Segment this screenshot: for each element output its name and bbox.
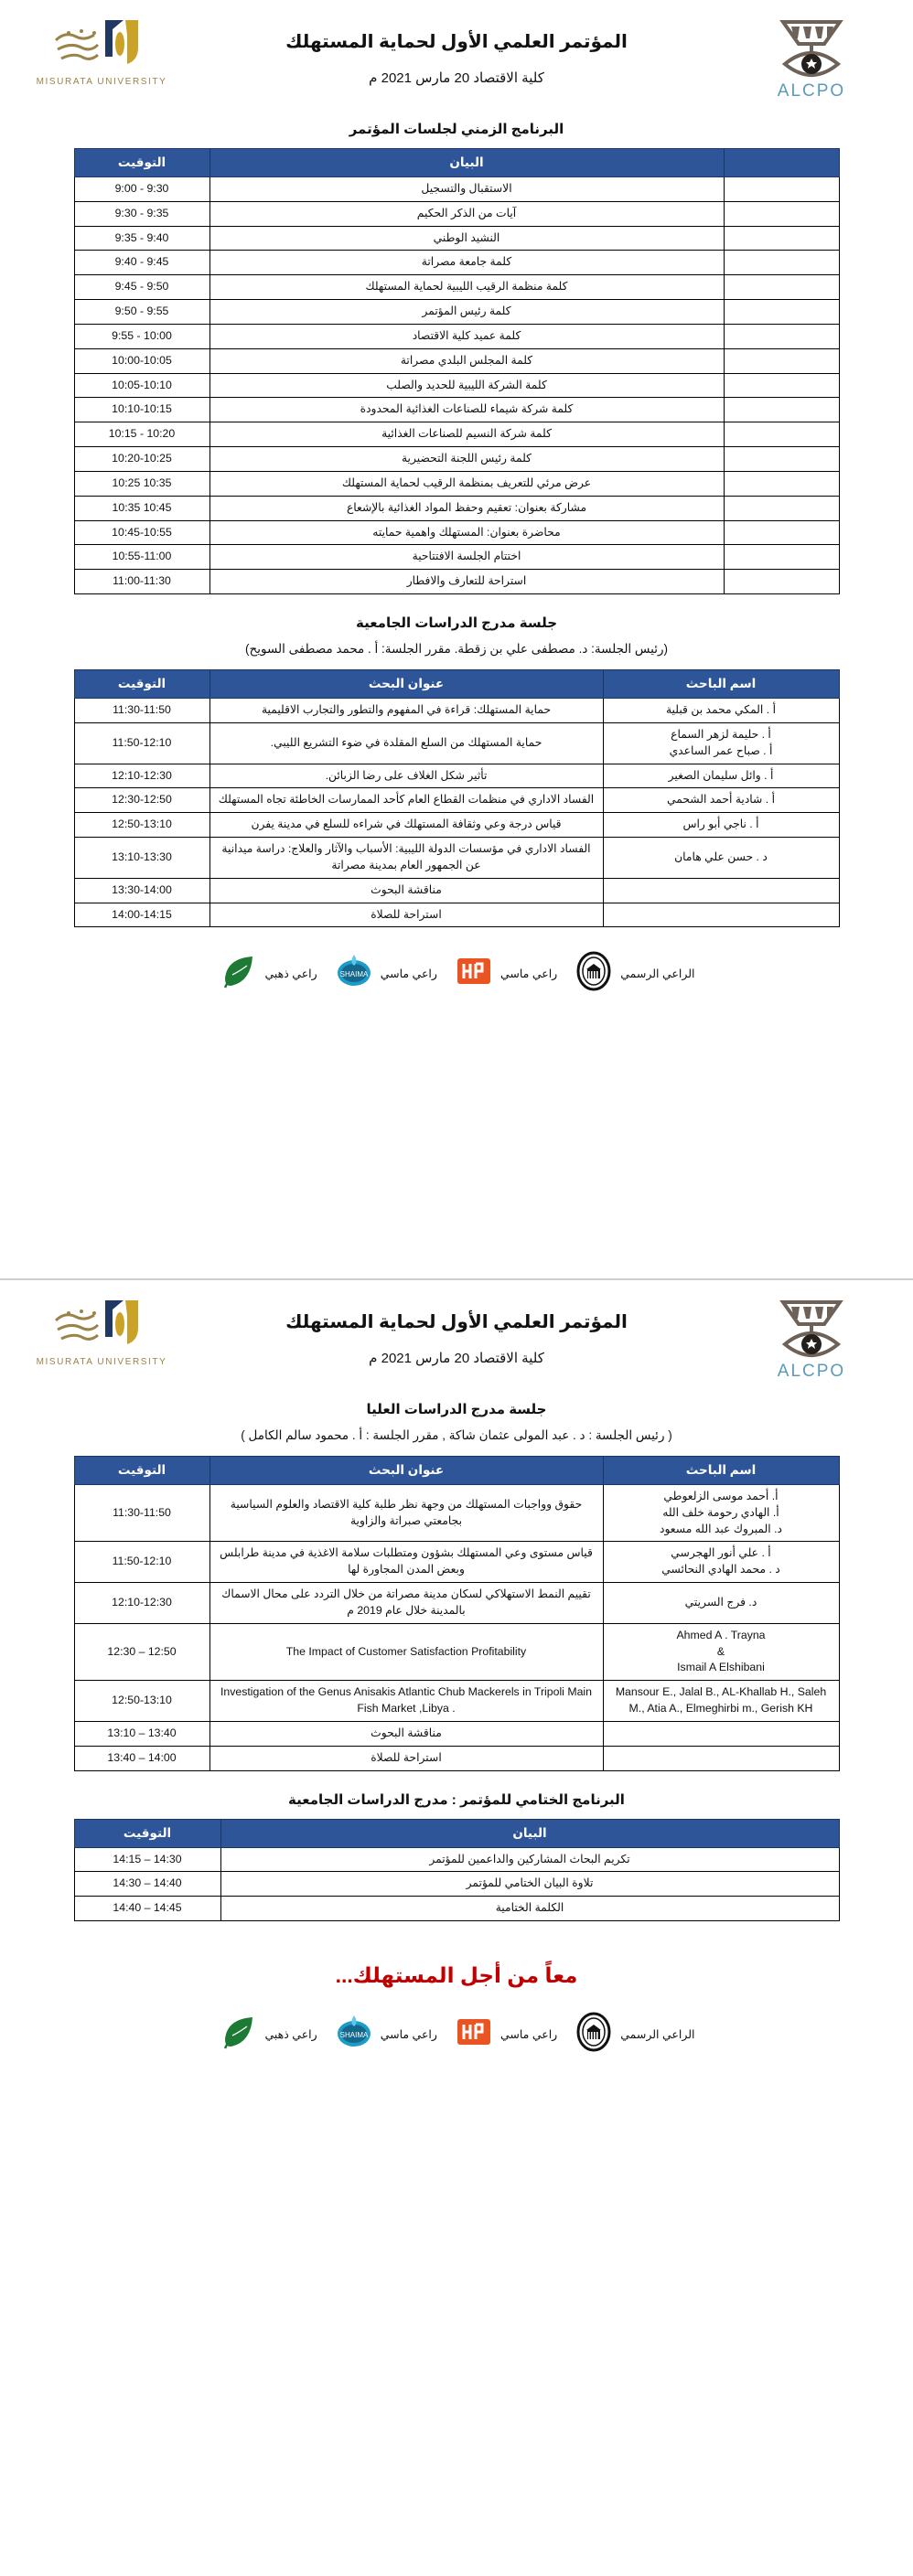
column-header-time: التوقيت — [74, 149, 209, 177]
cell-author — [603, 903, 839, 927]
sponsor-label: راعي ذهبي — [264, 2028, 317, 2042]
cell-blank — [724, 251, 839, 275]
cell-time: 11:30-11:50 — [74, 1485, 209, 1542]
session-3-chair: ( رئيس الجلسة : د . عبد المولى عثمان شاكة , مقرر الجلسة : أ . محمود سالم الكامل ) — [241, 1428, 672, 1442]
cell-time: 13:10 – 13:40 — [74, 1721, 209, 1746]
cell-time: 14:15 – 14:30 — [74, 1847, 220, 1872]
cell-time: 12:30-12:50 — [74, 788, 209, 813]
cell-title: قياس درجة وعي وثقافة المستهلك في شراءه للسلع في مدينة يفرن — [209, 813, 603, 838]
cell-time: 12:50-13:10 — [74, 1681, 209, 1722]
cell-title: Investigation of the Genus Anisakis Atlantic Chub Mackerels in Tripoli Main Fish Market ,Libya . — [209, 1681, 603, 1722]
cell-author: أ . المكي محمد بن قبلية — [603, 699, 839, 723]
cell-time: 12:50-13:10 — [74, 813, 209, 838]
cell-time: 10:55-11:00 — [74, 545, 209, 570]
program-section-title: البرنامج الزمني لجلسات المؤتمر — [349, 122, 564, 137]
table-row — [74, 1583, 839, 1624]
table-header-row — [74, 1819, 839, 1847]
cell-title: The Impact of Customer Satisfaction Profitability — [209, 1623, 603, 1680]
table-row — [74, 722, 839, 764]
cell-time: 10:25 10:35 — [74, 471, 209, 496]
column-header-item: البيان — [220, 1819, 839, 1847]
column-header-blank — [724, 149, 839, 177]
alcpo-eye-icon — [776, 16, 847, 80]
cell-time: 10:05-10:10 — [74, 373, 209, 398]
alnaseem-logo — [218, 2012, 258, 2052]
page-1 — [0, 0, 913, 1278]
cell-author — [603, 1746, 839, 1770]
cell-time: 12:10-12:30 — [74, 1583, 209, 1624]
cell-author: أ . علي أنور الهجرسي د . محمد الهادي النحائسي — [603, 1542, 839, 1583]
cell-time: 14:00-14:15 — [74, 903, 209, 927]
cell-title: مناقشة البحوث — [209, 878, 603, 903]
sponsor-label: راعي ذهبي — [264, 967, 317, 981]
closing-body — [74, 1847, 839, 1920]
table-row — [74, 699, 839, 723]
cell-time: 9:35 - 9:40 — [74, 226, 209, 251]
closing-program-table — [74, 1819, 840, 1921]
cell-author: أ . شادية أحمد الشحمي — [603, 788, 839, 813]
cell-author: أ . وائل سليمان الصغير — [603, 764, 839, 788]
sponsor-item — [218, 2012, 317, 2057]
cell-time: 11:00-11:30 — [74, 570, 209, 594]
cell-title: حماية المستهلك من السلع المقلدة في ضوء التشريع الليبي. — [209, 722, 603, 764]
column-header-title: عنوان البحث — [209, 1457, 603, 1485]
cell-time: 9:50 - 9:55 — [74, 300, 209, 325]
table-row — [74, 764, 839, 788]
cell-author: Mansour E., Jalal B., AL-Khallab H., Saleh M., Atia A., Elmeghirbi m., Gerish KH — [603, 1681, 839, 1722]
cell-time: 9:55 - 10:00 — [74, 324, 209, 348]
cell-item: كلمة شركة النسيم للصناعات الغذائية — [209, 422, 724, 447]
session-3-body — [74, 1485, 839, 1771]
cell-item: كلمة منظمة الرقيب الليبية لحماية المستهلك — [209, 275, 724, 300]
svg-text:SHAIMA: SHAIMA — [339, 970, 369, 979]
lisco-logo — [454, 951, 494, 996]
misurata-crest-icon — [50, 1297, 153, 1355]
session-2-title: جلسة مدرج الدراسات الجامعية — [355, 615, 558, 632]
sponsor-item — [334, 951, 437, 996]
table-row — [74, 422, 839, 447]
cell-time: 10:35 10:45 — [74, 496, 209, 520]
table-row — [74, 1897, 839, 1921]
cell-blank — [724, 570, 839, 594]
table-row — [74, 324, 839, 348]
cell-time: 9:30 - 9:35 — [74, 201, 209, 226]
document-header — [0, 1297, 913, 1381]
misurata-municipality-logo — [574, 2012, 614, 2057]
table-row — [74, 251, 839, 275]
cell-author: أ. أحمد موسى الزلعوطي أ. الهادي رحومة خلف الله د. المبروك عبد الله مسعود — [603, 1485, 839, 1542]
cell-title: تقييم النمط الاستهلاكي لسكان مدينة مصراتة من خلال التردد على محال الاسماك بالمدينة خلال عام 2019 م — [209, 1583, 603, 1624]
cell-blank — [724, 177, 839, 202]
misurata-wordmark: MISURATA UNIVERSITY — [36, 77, 167, 87]
table-row — [74, 275, 839, 300]
cell-title: قياس مستوى وعي المستهلك بشؤون ومتطلبات سلامة الاغذية في مدينة طرابلس وبعض المدن المجاورة لها — [209, 1542, 603, 1583]
table-row — [74, 545, 839, 570]
cell-title: الفساد الاداري في منظمات القطاع العام كأحد الممارسات الخاطئة تجاه المستهلك — [209, 788, 603, 813]
cell-item: استراحة للتعارف والافطار — [209, 570, 724, 594]
sponsor-item — [574, 2012, 694, 2057]
table-row — [74, 788, 839, 813]
sponsor-label: راعي ماسي — [499, 2028, 558, 2042]
table-row — [74, 398, 839, 422]
cell-author: أ . ناجي أبو راس — [603, 813, 839, 838]
table-row — [74, 1721, 839, 1746]
cell-item: كلمة الشركة الليبية للحديد والصلب — [209, 373, 724, 398]
conference-title: المؤتمر العلمي الأول لحماية المستهلك — [285, 32, 628, 52]
cell-blank — [724, 275, 839, 300]
cell-time: 12:30 – 12:50 — [74, 1623, 209, 1680]
cell-blank — [724, 324, 839, 348]
cell-time: 10:45-10:55 — [74, 520, 209, 545]
conference-subtitle: كلية الاقتصاد 20 مارس 2021 م — [369, 70, 544, 86]
cell-item: كلمة المجلس البلدي مصراتة — [209, 348, 724, 373]
misurata-university-logo — [33, 1297, 170, 1367]
cell-time: 11:50-12:10 — [74, 722, 209, 764]
cell-blank — [724, 422, 839, 447]
session-3-title: جلسة مدرج الدراسات العليا — [366, 1402, 547, 1417]
conference-subtitle: كلية الاقتصاد 20 مارس 2021 م — [369, 1351, 544, 1366]
sponsor-item — [454, 951, 557, 996]
cell-blank — [724, 398, 839, 422]
table-row — [74, 878, 839, 903]
sponsor-item — [334, 2012, 437, 2057]
cell-item: كلمة رئيس المؤتمر — [209, 300, 724, 325]
misurata-municipality-logo — [574, 951, 614, 991]
misurata-crest-icon — [50, 16, 153, 75]
sponsor-item — [454, 2012, 557, 2057]
table-row — [74, 570, 839, 594]
cell-author: أ . حليمة لزهر السماع أ . صباح عمر الساعدي — [603, 722, 839, 764]
table-row — [74, 471, 839, 496]
table-header-row — [74, 670, 839, 699]
cell-blank — [724, 373, 839, 398]
column-header-time: التوقيت — [74, 1819, 220, 1847]
cell-blank — [724, 520, 839, 545]
table-row — [74, 520, 839, 545]
table-row — [74, 1542, 839, 1583]
sponsors-row-page-2 — [0, 2012, 913, 2057]
shaima-logo — [334, 951, 374, 991]
sponsors-row-page-1 — [0, 951, 913, 996]
table-row — [74, 300, 839, 325]
misurata-municipality-logo — [574, 2012, 614, 2052]
header-text-block — [170, 1297, 743, 1366]
column-header-time: التوقيت — [74, 1457, 209, 1485]
cell-item: تكريم البحاث المشاركين والداعمين للمؤتمر — [220, 1847, 839, 1872]
cell-item: كلمة شركة شيماء للصناعات الغذائية المحدودة — [209, 398, 724, 422]
cell-time: 10:00-10:05 — [74, 348, 209, 373]
svg-text:SHAIMA: SHAIMA — [339, 2031, 369, 2040]
cell-title: حماية المستهلك: قراءة في المفهوم والتطور والتجارب الاقليمية — [209, 699, 603, 723]
alcpo-logo — [743, 16, 880, 102]
alnaseem-logo — [218, 951, 258, 991]
cell-author — [603, 878, 839, 903]
alcpo-logo — [743, 1297, 880, 1382]
cell-item: كلمة جامعة مصراتة — [209, 251, 724, 275]
table-row — [74, 1872, 839, 1897]
table-row — [74, 838, 839, 879]
cell-blank — [724, 300, 839, 325]
cell-time: 14:40 – 14:45 — [74, 1897, 220, 1921]
cell-time: 9:45 - 9:50 — [74, 275, 209, 300]
table-row — [74, 903, 839, 927]
cell-time: 11:30-11:50 — [74, 699, 209, 723]
cell-item: تلاوة البيان الختامي للمؤتمر — [220, 1872, 839, 1897]
closing-program-title: البرنامج الختامي للمؤتمر : مدرج الدراسات الجامعية — [288, 1791, 625, 1808]
cell-item: آيات من الذكر الحكيم — [209, 201, 724, 226]
cell-blank — [724, 348, 839, 373]
table-row — [74, 1847, 839, 1872]
alcpo-wordmark: ALCPO — [777, 81, 846, 101]
cell-author: Ahmed A . Trayna & Ismail A Elshibani — [603, 1623, 839, 1680]
cell-title: مناقشة البحوث — [209, 1721, 603, 1746]
closing-slogan: معاً من أجل المستهلك... — [335, 1963, 578, 1988]
shaima-logo — [334, 2012, 374, 2052]
session-2-papers-table — [74, 669, 840, 927]
cell-time: 14:30 – 14:40 — [74, 1872, 220, 1897]
table-row — [74, 348, 839, 373]
sponsor-label: راعي ماسي — [380, 967, 437, 981]
cell-author — [603, 1721, 839, 1746]
sponsor-label: الراعي الرسمي — [620, 967, 695, 981]
cell-blank — [724, 496, 839, 520]
lisco-logo — [454, 951, 494, 991]
alnaseem-logo — [218, 951, 258, 996]
table-row — [74, 1681, 839, 1722]
cell-author: د. فرج السريتي — [603, 1583, 839, 1624]
column-header-title: عنوان البحث — [209, 670, 603, 699]
sponsor-label: راعي ماسي — [380, 2028, 437, 2042]
table-row — [74, 373, 839, 398]
cell-blank — [724, 471, 839, 496]
cell-item: مشاركة بعنوان: تعقيم وحفظ المواد الغذائية بالإشعاع — [209, 496, 724, 520]
table-row — [74, 226, 839, 251]
column-header-time: التوقيت — [74, 670, 209, 699]
misurata-wordmark: MISURATA UNIVERSITY — [36, 1357, 167, 1367]
table-row — [74, 1623, 839, 1680]
session-2-body — [74, 699, 839, 927]
sponsor-label: الراعي الرسمي — [620, 2028, 695, 2042]
cell-item: اختتام الجلسة الافتتاحية — [209, 545, 724, 570]
conference-title: المؤتمر العلمي الأول لحماية المستهلك — [285, 1312, 628, 1332]
column-header-author: اسم الباحث — [603, 670, 839, 699]
table-row — [74, 1746, 839, 1770]
table-header-row — [74, 1457, 839, 1485]
cell-title: تأثير شكل الغلاف على رضا الزبائن. — [209, 764, 603, 788]
column-header-item: البيان — [209, 149, 724, 177]
cell-item: الاستقبال والتسجيل — [209, 177, 724, 202]
sponsor-item — [574, 951, 694, 996]
page-2 — [0, 1278, 913, 2576]
cell-item: عرض مرئي للتعريف بمنظمة الرقيب لحماية المستهلك — [209, 471, 724, 496]
cell-item: كلمة رئيس اللجنة التحضيرية — [209, 447, 724, 472]
cell-time: 13:40 – 14:00 — [74, 1746, 209, 1770]
lisco-logo — [454, 2012, 494, 2052]
table-row — [74, 447, 839, 472]
cell-time: 12:10-12:30 — [74, 764, 209, 788]
sponsor-label: راعي ماسي — [499, 967, 558, 981]
cell-time: 13:30-14:00 — [74, 878, 209, 903]
cell-blank — [724, 447, 839, 472]
header-text-block — [170, 16, 743, 86]
session-2-chair: (رئيس الجلسة: د. مصطفى علي بن زقطة. مقرر الجلسة: أ . محمد مصطفى السويح) — [245, 642, 668, 657]
document-header — [0, 16, 913, 101]
table-row — [74, 177, 839, 202]
misurata-university-logo — [33, 16, 170, 87]
cell-blank — [724, 201, 839, 226]
misurata-municipality-logo — [574, 951, 614, 996]
column-header-author: اسم الباحث — [603, 1457, 839, 1485]
lisco-logo — [454, 2012, 494, 2057]
alcpo-wordmark: ALCPO — [777, 1362, 846, 1381]
cell-time: 9:00 - 9:30 — [74, 177, 209, 202]
alnaseem-logo — [218, 2012, 258, 2057]
cell-item: النشيد الوطني — [209, 226, 724, 251]
cell-item: محاضرة بعنوان: المستهلك واهمية حمايته — [209, 520, 724, 545]
cell-time: 11:50-12:10 — [74, 1542, 209, 1583]
table-row — [74, 201, 839, 226]
table-row — [74, 813, 839, 838]
cell-title: استراحة للصلاة — [209, 903, 603, 927]
cell-title: استراحة للصلاة — [209, 1746, 603, 1770]
cell-time: 10:10-10:15 — [74, 398, 209, 422]
cell-blank — [724, 226, 839, 251]
table-row — [74, 496, 839, 520]
table-header-row — [74, 149, 839, 177]
schedule-body — [74, 177, 839, 594]
cell-blank — [724, 545, 839, 570]
conference-schedule-table — [74, 148, 840, 594]
cell-item: الكلمة الختامية — [220, 1897, 839, 1921]
sponsor-item — [218, 951, 317, 996]
alcpo-eye-icon — [776, 1297, 847, 1361]
table-row — [74, 1485, 839, 1542]
cell-item: كلمة عميد كلية الاقتصاد — [209, 324, 724, 348]
session-3-papers-table — [74, 1456, 840, 1771]
cell-title: حقوق وواجبات المستهلك من وجهة نظر طلبة كلية الاقتصاد والعلوم السياسية بجامعتي صبراتة والزاوية — [209, 1485, 603, 1542]
cell-time: 10:20-10:25 — [74, 447, 209, 472]
cell-author: د . حسن علي هامان — [603, 838, 839, 879]
cell-time: 10:15 - 10:20 — [74, 422, 209, 447]
cell-time: 9:40 - 9:45 — [74, 251, 209, 275]
shaima-logo — [334, 2012, 374, 2057]
shaima-logo — [334, 951, 374, 996]
cell-time: 13:10-13:30 — [74, 838, 209, 879]
cell-title: الفساد الاداري في مؤسسات الدولة الليبية: الأسباب والآثار والعلاج: دراسة ميدانية عن الجمهور العام بمدينة مصراتة — [209, 838, 603, 879]
